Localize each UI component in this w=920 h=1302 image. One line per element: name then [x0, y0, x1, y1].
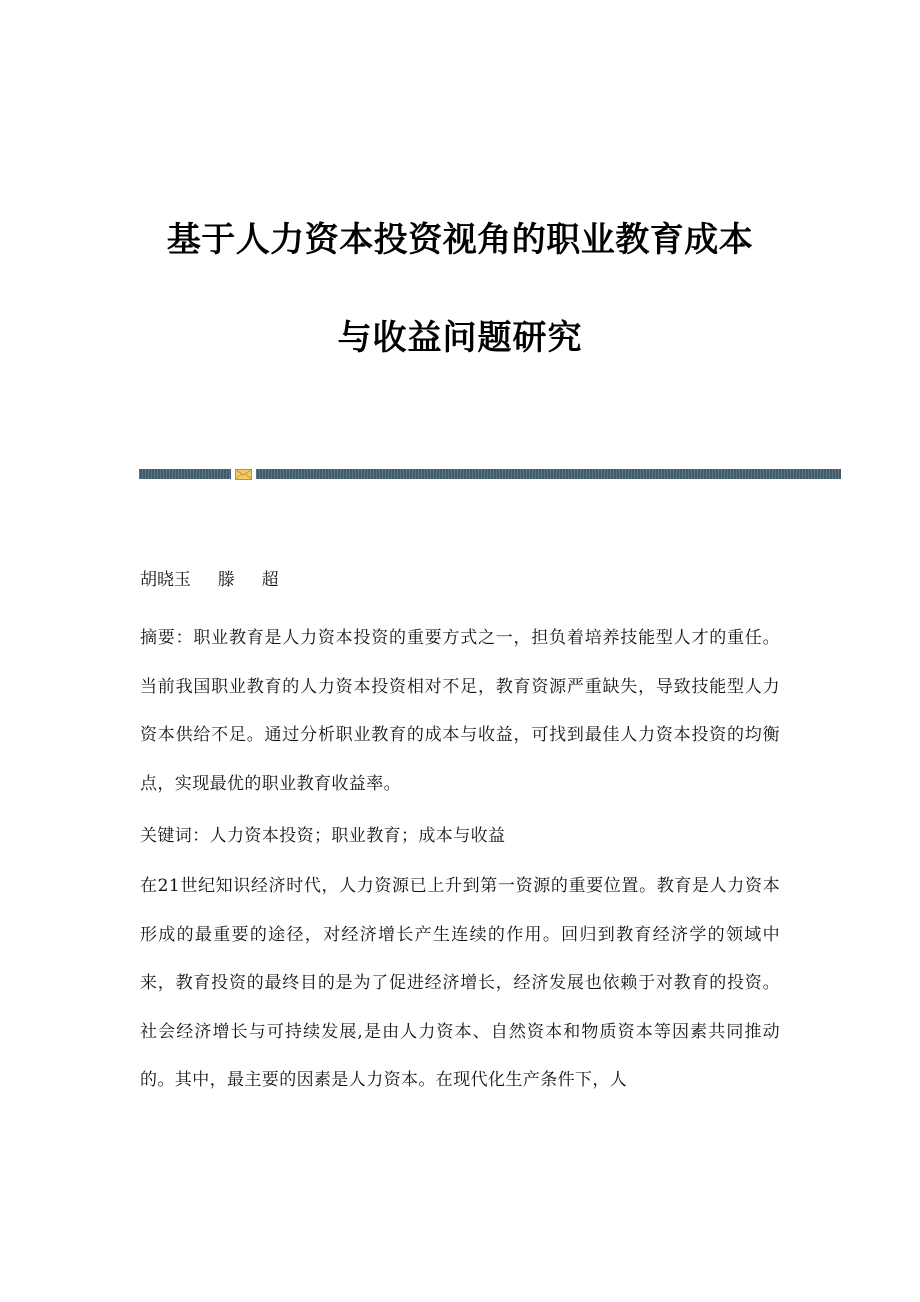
envelope-ornament-icon: [234, 468, 253, 480]
document-title-line-2: 与收益问题研究: [337, 318, 583, 358]
keywords-line: 关键词：人力资本投资；职业教育；成本与收益: [140, 826, 506, 846]
divider-rule-right: [256, 469, 841, 479]
author-line: 胡晓玉 滕 超: [140, 570, 279, 590]
document-title-line-1: 基于人力资本投资视角的职业教育成本: [166, 220, 754, 260]
abstract-paragraph: 摘要：职业教育是人力资本投资的重要方式之一，担负着培养技能型人才的重任。当前我国职业教育的人力资本投资相对不足，教育资源严重缺失，导致技能型人力资本供给不足。通过分析职业教育的成本与收益，可找到最佳人力资本投资的均衡点，实现最优的职业教育收益率。: [140, 628, 780, 794]
divider-rule-left: [139, 469, 231, 479]
body-paragraph: 在21世纪知识经济时代，人力资源已上升到第一资源的重要位置。教育是人力资本形成的最重要的途径，对经济增长产生连续的作用。回归到教育经济学的领域中来，教育投资的最终目的是为了促进经济增长，经济发展也依赖于对教育的投资。社会经济增长与可持续发展,是由人力资本、自然资本和物质资本等因素共同推动的。其中，最主要的因素是人力资本。在现代化生产条件下，人: [140, 876, 780, 1090]
